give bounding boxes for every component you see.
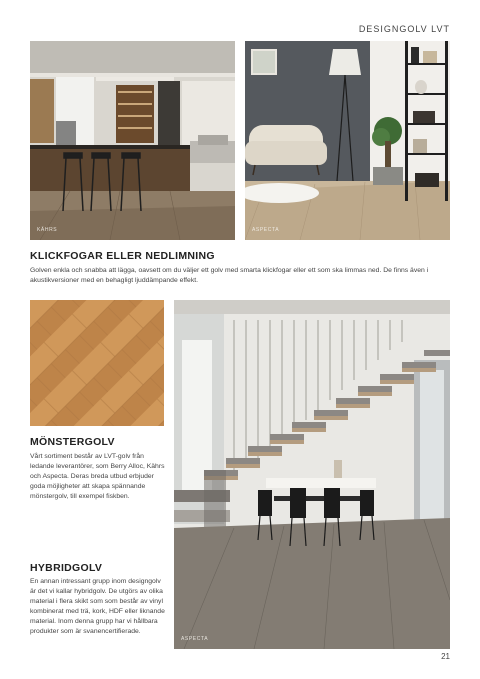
kitchen-photo: [30, 41, 235, 240]
section-body: En annan intressant grupp inom designgolv är det vi kallar hybridgolv. De utgörs av olika material i flera skikt som som består av vinyl kombinerat med trä, kork, HDF eller liknande material. Inom denna grupp har vi hållbara produkter som är svanencertifierade.: [30, 578, 165, 635]
kitchen-illustration: [30, 41, 235, 240]
livingroom-photo: [245, 41, 450, 240]
section-heading: KLICKFOGAR ELLER NEDLIMNING: [30, 250, 215, 262]
herringbone-illustration: [30, 300, 164, 426]
photo-caption: KÄHRS: [37, 227, 58, 233]
section-heading: MÖNSTERGOLV: [30, 436, 115, 448]
section-header: DESIGNGOLV LVT: [358, 24, 450, 34]
staircase-photo: [174, 300, 450, 649]
livingroom-illustration: [245, 41, 450, 240]
section-body: Golven enkla och snabba att lägga, oavsett om du väljer ett golv med smarta klickfogar eller ett som ska limmas ned. De finns även i akustikversioner med en behagligt ljuddämpande effekt.: [30, 267, 429, 284]
herringbone-swatch: [30, 300, 164, 426]
section-heading: HYBRIDGOLV: [30, 562, 103, 574]
section-body: Vårt sortiment består av LVT-golv från ledande leverantörer, som Berry Alloc, Kährs och Aspecta. Deras breda utbud erbjuder goda möjligheter att skapa spännande mönstergolv, till exempel fiskben.: [30, 453, 165, 500]
photo-caption: ASPECTA: [252, 227, 280, 233]
page-number: 21: [441, 652, 450, 661]
photo-caption: ASPECTA: [181, 636, 209, 642]
staircase-illustration: [174, 300, 450, 649]
